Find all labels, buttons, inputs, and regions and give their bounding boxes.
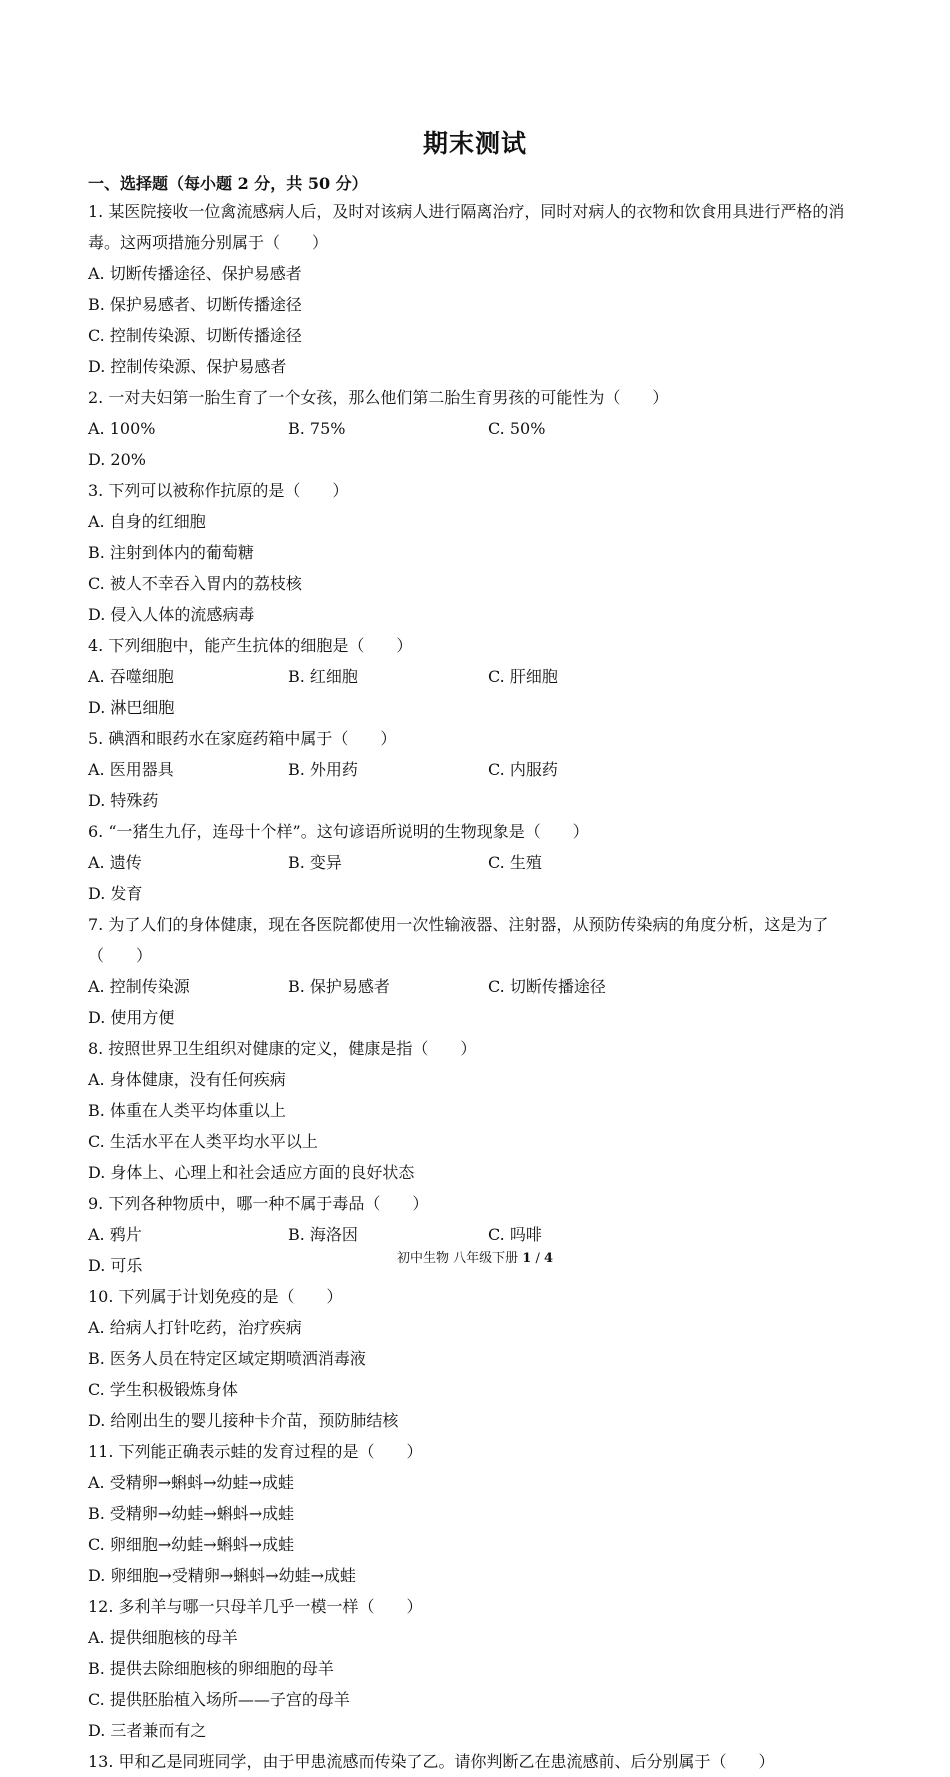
question-list [88,196,868,1777]
answer-option: D. 卵细胞→受精卵→蝌蚪→幼蛙→成蛙 [88,1566,357,1585]
answer-option: C. 吗啡 [488,1225,542,1244]
answer-option: A. 自身的红细胞 [88,512,206,531]
answer-option: B. 注射到体内的葡萄糖 [88,543,254,562]
page-footer [0,1247,950,1266]
answer-option: D. 给刚出生的婴儿接种卡介苗，预防肺结核 [88,1411,399,1430]
question-text: 8. 按照世界卫生组织对健康的定义，健康是指（ ） [88,1039,477,1058]
answer-option: A. 控制传染源 [88,977,190,996]
question-text: 13. 甲和乙是同班同学，由于甲患流感而传染了乙。请你判断乙在患流感前、后分别属于（ ） [88,1752,775,1771]
answer-option: B. 海洛因 [288,1225,358,1244]
question-text: 4. 下列细胞中，能产生抗体的细胞是（ ） [88,636,413,655]
section-heading: 一、选择题（每小题 2 分，共 50 分） [88,174,368,193]
answer-option: C. 学生积极锻炼身体 [88,1380,238,1399]
answer-option: B. 医务人员在特定区域定期喷洒消毒液 [88,1349,366,1368]
footer-page-total: 4 [543,1251,554,1266]
footer-separator: / [535,1251,540,1266]
answer-option: A. 遗传 [88,853,142,872]
answer-option: D. 可乐 [88,1256,143,1275]
answer-option: A. 身体健康，没有任何疾病 [88,1070,286,1089]
answer-option: C. 肝细胞 [488,667,558,686]
option-group [88,258,868,382]
answer-option: C. 内服药 [488,760,558,779]
answer-option: C. 生殖 [488,853,542,872]
answer-option: D. 控制传染源、保护易感者 [88,357,287,376]
answer-option: A. 切断传播途径、保护易感者 [88,264,302,283]
option-group [88,1064,868,1188]
option-group [88,506,868,630]
answer-option: A. 受精卵→蝌蚪→幼蛙→成蛙 [88,1473,294,1492]
option-group [88,413,868,475]
footer-page-number: 1 [522,1251,532,1266]
answer-option: D. 20% [88,450,146,469]
option-group [88,847,868,909]
question-text: 9. 下列各种物质中，哪一种不属于毒品（ ） [88,1194,429,1213]
answer-option: C. 50% [488,419,546,438]
answer-option: B. 受精卵→幼蛙→蝌蚪→成蛙 [88,1504,295,1523]
answer-option: D. 特殊药 [88,791,159,810]
answer-option: D. 淋巴细胞 [88,698,175,717]
question-text: 12. 多利羊与哪一只母羊几乎一模一样（ ） [88,1597,423,1616]
answer-option: C. 被人不幸吞入胃内的荔枝核 [88,574,302,593]
answer-option: A. 给病人打针吃药，治疗疾病 [88,1318,302,1337]
option-group [88,754,868,816]
answer-option: D. 发育 [88,884,143,903]
answer-option: B. 体重在人类平均体重以上 [88,1101,286,1120]
question-text: 7. 为了人们的身体健康，现在各医院都使用一次性输液器、注射器，从预防传染病的角度分析，这是为了（ ） [88,915,829,965]
question-text: 10. 下列属于计划免疫的是（ ） [88,1287,343,1306]
answer-option: A. 吞噬细胞 [88,667,174,686]
page-title: 期末测试 [422,129,527,158]
answer-option: B. 提供去除细胞核的卵细胞的母羊 [88,1659,334,1678]
answer-option: B. 保护易感者 [288,977,390,996]
question-text: 3. 下列可以被称作抗原的是（ ） [88,481,349,500]
answer-option: A. 提供细胞核的母羊 [88,1628,238,1647]
answer-option: B. 75% [288,419,346,438]
answer-option: C. 生活水平在人类平均水平以上 [88,1132,318,1151]
answer-option: A. 医用器具 [88,760,174,779]
option-group [88,1312,868,1436]
answer-option: C. 提供胚胎植入场所——子宫的母羊 [88,1690,350,1709]
answer-option: D. 三者兼而有之 [88,1721,207,1740]
option-group [88,1622,868,1746]
answer-option: A. 鸦片 [88,1225,142,1244]
answer-option: B. 外用药 [288,760,358,779]
answer-option: B. 红细胞 [288,667,358,686]
answer-option: B. 变异 [288,853,342,872]
answer-option: C. 卵细胞→幼蛙→蝌蚪→成蛙 [88,1535,295,1554]
footer-book-label: 初中生物 八年级下册 [396,1251,519,1266]
answer-option: A. 100% [88,419,156,438]
answer-option: B. 保护易感者、切断传播途径 [88,295,302,314]
question-text: 1. 某医院接收一位禽流感病人后，及时对该病人进行隔离治疗，同时对病人的衣物和饮食用具进行严格的消毒。这两项措施分别属于（ ） [88,202,845,252]
answer-option: D. 侵入人体的流感病毒 [88,605,255,624]
question-text: 6. “一猪生九仔，连母十个样”。这句谚语所说明的生物现象是（ ） [88,822,589,841]
answer-option: D. 使用方便 [88,1008,175,1027]
question-text: 11. 下列能正确表示蛙的发育过程的是（ ） [88,1442,423,1461]
option-group [88,661,868,723]
answer-option: C. 切断传播途径 [488,977,606,996]
question-text: 2. 一对夫妇第一胎生育了一个女孩，那么他们第二胎生育男孩的可能性为（ ） [88,388,669,407]
answer-option: C. 控制传染源、切断传播途径 [88,326,302,345]
option-group [88,971,868,1033]
answer-option: D. 身体上、心理上和社会适应方面的良好状态 [88,1163,415,1182]
question-text: 5. 碘酒和眼药水在家庭药箱中属于（ ） [88,729,397,748]
option-group [88,1467,868,1591]
